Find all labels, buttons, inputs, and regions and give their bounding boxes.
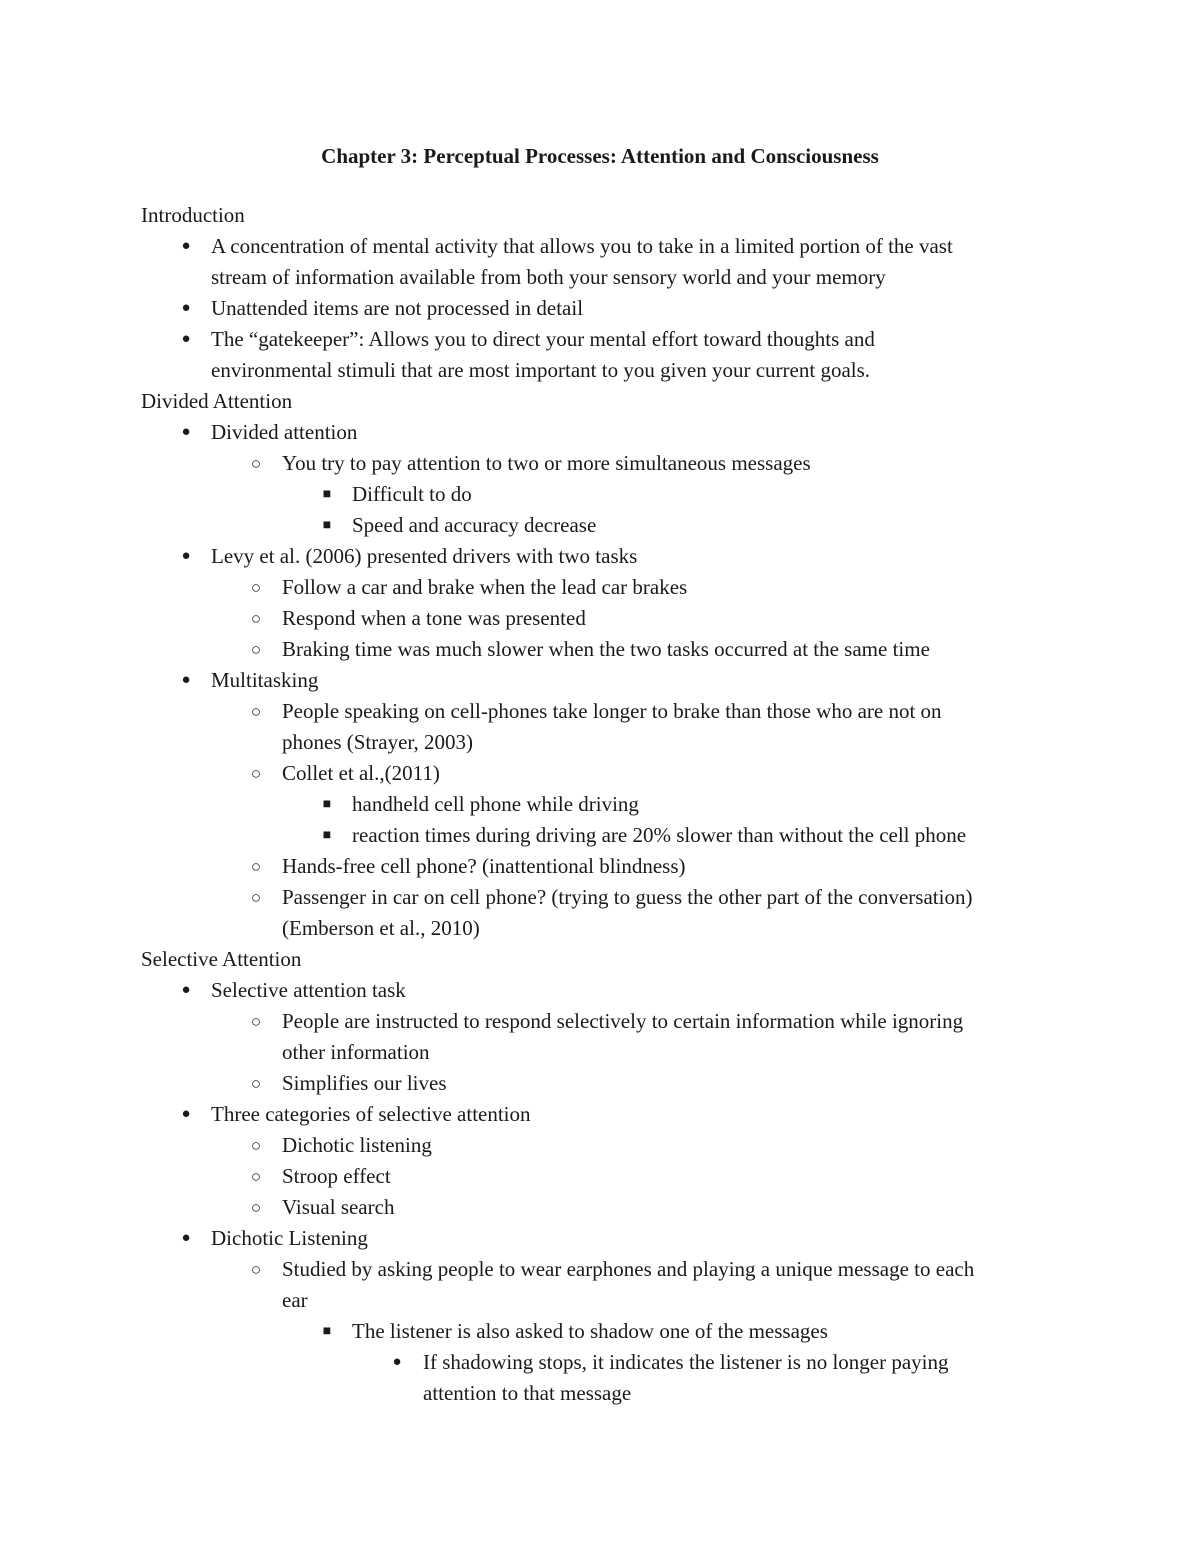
list-item-text: other information: [282, 1040, 430, 1064]
list-item: [141, 665, 1081, 696]
document-title: Chapter 3: Perceptual Processes: Attention and Consciousness: [321, 144, 879, 168]
list-item-text: Difficult to do: [352, 482, 472, 506]
circle-bullet-icon: ○: [250, 1260, 262, 1279]
list-item: [141, 882, 1081, 913]
list-item: [141, 479, 1081, 510]
list-item: [141, 696, 1081, 727]
list-item-text: Respond when a tone was presented: [282, 606, 586, 630]
bullet-icon: ●: [181, 1230, 191, 1246]
list-item-continuation: [141, 262, 1081, 293]
list-item: [141, 1316, 1081, 1347]
bullet-icon: ●: [181, 238, 191, 254]
circle-bullet-icon: ○: [250, 1136, 262, 1155]
section-heading-selective-attention: Selective Attention: [141, 947, 302, 971]
list-item: [141, 293, 1081, 324]
list-item: [141, 603, 1081, 634]
list-item: [141, 851, 1081, 882]
list-item: [141, 634, 1081, 665]
list-item-text: Speed and accuracy decrease: [352, 513, 597, 537]
square-bullet-icon: ■: [322, 797, 332, 812]
section-heading-divided-attention: Divided Attention: [141, 389, 293, 413]
list-item: [141, 789, 1081, 820]
list-item-text: stream of information available from both your sensory world and your memory: [211, 265, 886, 289]
list-item-text: phones (Strayer, 2003): [282, 730, 474, 754]
document-body: [141, 200, 1081, 1409]
circle-bullet-icon: ○: [250, 578, 262, 597]
list-item-text: Visual search: [282, 1195, 395, 1219]
list-item: [141, 975, 1081, 1006]
list-item-text: People are instructed to respond selectively to certain information while ignoring: [282, 1009, 964, 1033]
bullet-icon: ●: [181, 1106, 191, 1122]
list-item-text: The “gatekeeper”: Allows you to direct your mental effort toward thoughts and: [211, 327, 875, 351]
list-item-continuation: [141, 355, 1081, 386]
circle-bullet-icon: ○: [250, 857, 262, 876]
list-item: [141, 1347, 1081, 1378]
list-item-text: People speaking on cell-phones take longer to brake than those who are not on: [282, 699, 942, 723]
list-item: [141, 1223, 1081, 1254]
circle-bullet-icon: ○: [250, 702, 262, 721]
list-item: [141, 820, 1081, 851]
list-item-text: Hands-free cell phone? (inattentional blindness): [282, 854, 686, 878]
list-item-continuation: [141, 1037, 1081, 1068]
list-item-text: (Emberson et al., 2010): [282, 916, 480, 940]
list-item-continuation: [141, 1285, 1081, 1316]
square-bullet-icon: ■: [322, 487, 332, 502]
list-item-text: reaction times during driving are 20% slower than without the cell phone: [352, 823, 967, 847]
circle-bullet-icon: ○: [250, 640, 262, 659]
list-item: [141, 541, 1081, 572]
list-item: [141, 448, 1081, 479]
list-item-text: You try to pay attention to two or more simultaneous messages: [282, 451, 811, 475]
square-bullet-icon: ■: [322, 1324, 332, 1339]
list-item: [141, 324, 1081, 355]
list-item: [141, 231, 1081, 262]
list-item-text: Unattended items are not processed in detail: [211, 296, 584, 320]
list-item-text: Dichotic Listening: [211, 1226, 368, 1250]
list-item: [141, 1192, 1081, 1223]
bullet-icon: ●: [181, 424, 191, 440]
circle-bullet-icon: ○: [250, 888, 262, 907]
bullet-icon: ●: [392, 1354, 402, 1370]
list-item-text: If shadowing stops, it indicates the listener is no longer paying: [423, 1350, 949, 1374]
list-item: [141, 1130, 1081, 1161]
list-item-continuation: [141, 727, 1081, 758]
circle-bullet-icon: ○: [250, 1198, 262, 1217]
list-item-text: Stroop effect: [282, 1164, 391, 1188]
list-item-text: Collet et al.,(2011): [282, 761, 440, 785]
list-item-text: The listener is also asked to shadow one of the messages: [352, 1319, 828, 1343]
list-item-text: Dichotic listening: [282, 1133, 432, 1157]
list-item: [141, 1254, 1081, 1285]
list-item-text: environmental stimuli that are most important to you given your current goals.: [211, 358, 871, 382]
circle-bullet-icon: ○: [250, 454, 262, 473]
square-bullet-icon: ■: [322, 828, 332, 843]
list-item-text: handheld cell phone while driving: [352, 792, 639, 816]
list-item-continuation: [141, 1378, 1081, 1409]
circle-bullet-icon: ○: [250, 1012, 262, 1031]
list-item: [141, 417, 1081, 448]
bullet-icon: ●: [181, 672, 191, 688]
list-item-text: A concentration of mental activity that allows you to take in a limited portion of the vast: [211, 234, 953, 258]
list-item-text: Braking time was much slower when the two tasks occurred at the same time: [282, 637, 930, 661]
list-item-text: Multitasking: [211, 668, 319, 692]
list-item-text: ear: [282, 1288, 308, 1312]
list-item: [141, 510, 1081, 541]
circle-bullet-icon: ○: [250, 764, 262, 783]
bullet-icon: ●: [181, 300, 191, 316]
list-item-text: Levy et al. (2006) presented drivers with two tasks: [211, 544, 638, 568]
list-item-text: Passenger in car on cell phone? (trying to guess the other part of the conversation): [282, 885, 973, 909]
list-item-text: Selective attention task: [211, 978, 406, 1002]
bullet-icon: ●: [181, 331, 191, 347]
bullet-icon: ●: [181, 982, 191, 998]
list-item: [141, 758, 1081, 789]
list-item-text: Follow a car and brake when the lead car brakes: [282, 575, 688, 599]
list-item-text: Studied by asking people to wear earphones and playing a unique message to each: [282, 1257, 975, 1281]
list-item: [141, 1068, 1081, 1099]
circle-bullet-icon: ○: [250, 609, 262, 628]
square-bullet-icon: ■: [322, 518, 332, 533]
list-item-text: attention to that message: [423, 1381, 632, 1405]
section-heading-introduction: Introduction: [141, 203, 245, 227]
list-item: [141, 572, 1081, 603]
list-item: [141, 1161, 1081, 1192]
list-item-text: Three categories of selective attention: [211, 1102, 531, 1126]
list-item-text: Simplifies our lives: [282, 1071, 447, 1095]
bullet-icon: ●: [181, 548, 191, 564]
circle-bullet-icon: ○: [250, 1074, 262, 1093]
list-item: [141, 1006, 1081, 1037]
list-item-text: Divided attention: [211, 420, 358, 444]
list-item: [141, 1099, 1081, 1130]
circle-bullet-icon: ○: [250, 1167, 262, 1186]
list-item-continuation: [141, 913, 1081, 944]
